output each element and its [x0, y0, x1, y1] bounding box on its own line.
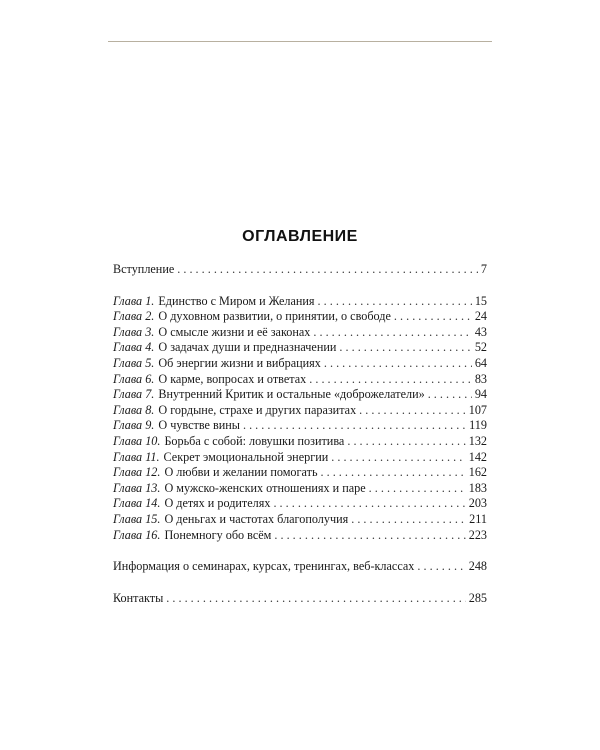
- dot-leader: [417, 559, 465, 575]
- toc-entry-title: Секрет эмоциональной энергии: [163, 449, 329, 464]
- toc-entry-page: 142: [468, 449, 487, 464]
- toc-entry[interactable]: [113, 528, 487, 544]
- dot-leader: [359, 403, 466, 419]
- toc-entry-title: О чувстве вины: [158, 418, 240, 433]
- toc-entry-title: Вступление: [113, 262, 175, 276]
- dot-leader: [428, 387, 472, 403]
- toc-entry-page: 203: [468, 496, 487, 511]
- toc-entry-chapter: Глава 2.: [113, 309, 155, 324]
- toc-entry-chapter: Глава 9.: [113, 418, 155, 433]
- toc-entry-chapter: Глава 11.: [113, 449, 160, 464]
- toc-entry[interactable]: [113, 496, 487, 512]
- dot-leader: [394, 309, 472, 325]
- toc-entry[interactable]: [113, 481, 487, 497]
- dot-leader: [321, 465, 466, 481]
- table-of-contents: [113, 262, 487, 606]
- toc-entry-chapter: Глава 16.: [113, 527, 161, 542]
- toc-entry-page: 64: [474, 355, 487, 370]
- toc-entry-chapter: Глава 13.: [113, 480, 161, 495]
- dot-leader: [369, 481, 466, 497]
- toc-entry[interactable]: [113, 591, 487, 607]
- toc-entry[interactable]: [113, 387, 487, 403]
- toc-entry-page: 119: [469, 418, 487, 433]
- toc-entry[interactable]: [113, 403, 487, 419]
- toc-entry-title: Борьба с собой: ловушки позитива: [164, 433, 345, 448]
- toc-entry[interactable]: [113, 340, 487, 356]
- toc-entry-page: 285: [468, 590, 487, 605]
- toc-entry-page: 24: [474, 309, 487, 324]
- toc-entry[interactable]: [113, 559, 487, 575]
- toc-entry-title: О смысле жизни и её законах: [158, 324, 311, 339]
- toc-entry-page: 43: [474, 324, 487, 339]
- dot-leader: [331, 450, 465, 466]
- toc-entry-page: 83: [474, 371, 487, 386]
- toc-entry-chapter: Глава 6.: [113, 371, 155, 386]
- dot-leader: [166, 591, 465, 607]
- toc-entry[interactable]: [113, 434, 487, 450]
- toc-entry-chapter: Глава 7.: [113, 387, 155, 402]
- dot-leader: [273, 496, 465, 512]
- toc-entry-chapter: Глава 3.: [113, 324, 155, 339]
- toc-entry-chapter: Глава 12.: [113, 465, 161, 480]
- dot-leader: [313, 325, 471, 341]
- dot-leader: [274, 528, 465, 544]
- dot-leader: [243, 418, 466, 434]
- toc-entry[interactable]: [113, 372, 487, 388]
- toc-entry-title: О духовном развитии, о принятии, о свободе: [158, 309, 391, 324]
- toc-entry-chapter: Глава 5.: [113, 355, 155, 370]
- toc-entry-page: 15: [474, 293, 487, 308]
- toc-entry-title: О гордыне, страхе и других паразитах: [158, 402, 357, 417]
- dot-leader: [309, 372, 472, 388]
- toc-entry-chapter: Глава 10.: [113, 433, 161, 448]
- toc-entry[interactable]: [113, 356, 487, 372]
- toc-entry-title: Информация о семинарах, курсах, тренингах, веб-классах: [113, 559, 415, 574]
- toc-entry-page: 223: [468, 527, 487, 542]
- toc-entry[interactable]: [113, 450, 487, 466]
- toc-entry[interactable]: [113, 465, 487, 481]
- page-title: ОГЛАВЛЕНИЕ: [242, 228, 358, 245]
- toc-entry-title: О деньгах и частотах благополучия: [164, 511, 349, 526]
- toc-entry-title: Об энергии жизни и вибрациях: [158, 355, 321, 370]
- dot-leader: [177, 262, 478, 278]
- toc-entry-page: 94: [474, 387, 487, 402]
- toc-entry-page: 211: [469, 511, 487, 526]
- toc-entry-title: О мужско-женских отношениях и паре: [164, 480, 366, 495]
- toc-entry-chapter: Глава 8.: [113, 402, 155, 417]
- toc-entry-title: О карме, вопросах и ответах: [158, 371, 307, 386]
- toc-entry-page: 248: [468, 559, 487, 574]
- dot-leader: [324, 356, 472, 372]
- dot-leader: [351, 512, 466, 528]
- toc-entry-title: Единство с Миром и Желания: [158, 293, 315, 308]
- toc-entry-title: О детях и родителях: [164, 496, 271, 511]
- dot-leader: [347, 434, 465, 450]
- toc-entry-chapter: Глава 1.: [113, 293, 155, 308]
- toc-entry-page: 52: [474, 340, 487, 355]
- dot-leader: [318, 294, 472, 310]
- toc-entry[interactable]: [113, 512, 487, 528]
- dot-leader: [339, 340, 471, 356]
- toc-entry-title: О задачах души и предназначении: [158, 340, 337, 355]
- toc-entry[interactable]: [113, 262, 487, 278]
- toc-entry[interactable]: [113, 294, 487, 310]
- toc-entry-title: Понемногу обо всём: [164, 527, 272, 542]
- toc-entry-title: Внутренний Критик и остальные «доброжелатели»: [158, 387, 425, 402]
- toc-entry[interactable]: [113, 418, 487, 434]
- toc-entry-chapter: Глава 4.: [113, 340, 155, 355]
- toc-entry-page: 162: [468, 465, 487, 480]
- toc-entry-page: 7: [480, 262, 487, 276]
- toc-entry-chapter: Глава 15.: [113, 511, 161, 526]
- toc-entry-page: 107: [468, 402, 487, 417]
- toc-entry-page: 183: [468, 480, 487, 495]
- toc-entry[interactable]: [113, 325, 487, 341]
- top-rule: [108, 41, 492, 42]
- toc-entry-title: Контакты: [113, 590, 164, 605]
- toc-entry-title: О любви и желании помогать: [164, 465, 318, 480]
- toc-entry-page: 132: [468, 433, 487, 448]
- toc-entry-chapter: Глава 14.: [113, 496, 161, 511]
- toc-entry[interactable]: [113, 309, 487, 325]
